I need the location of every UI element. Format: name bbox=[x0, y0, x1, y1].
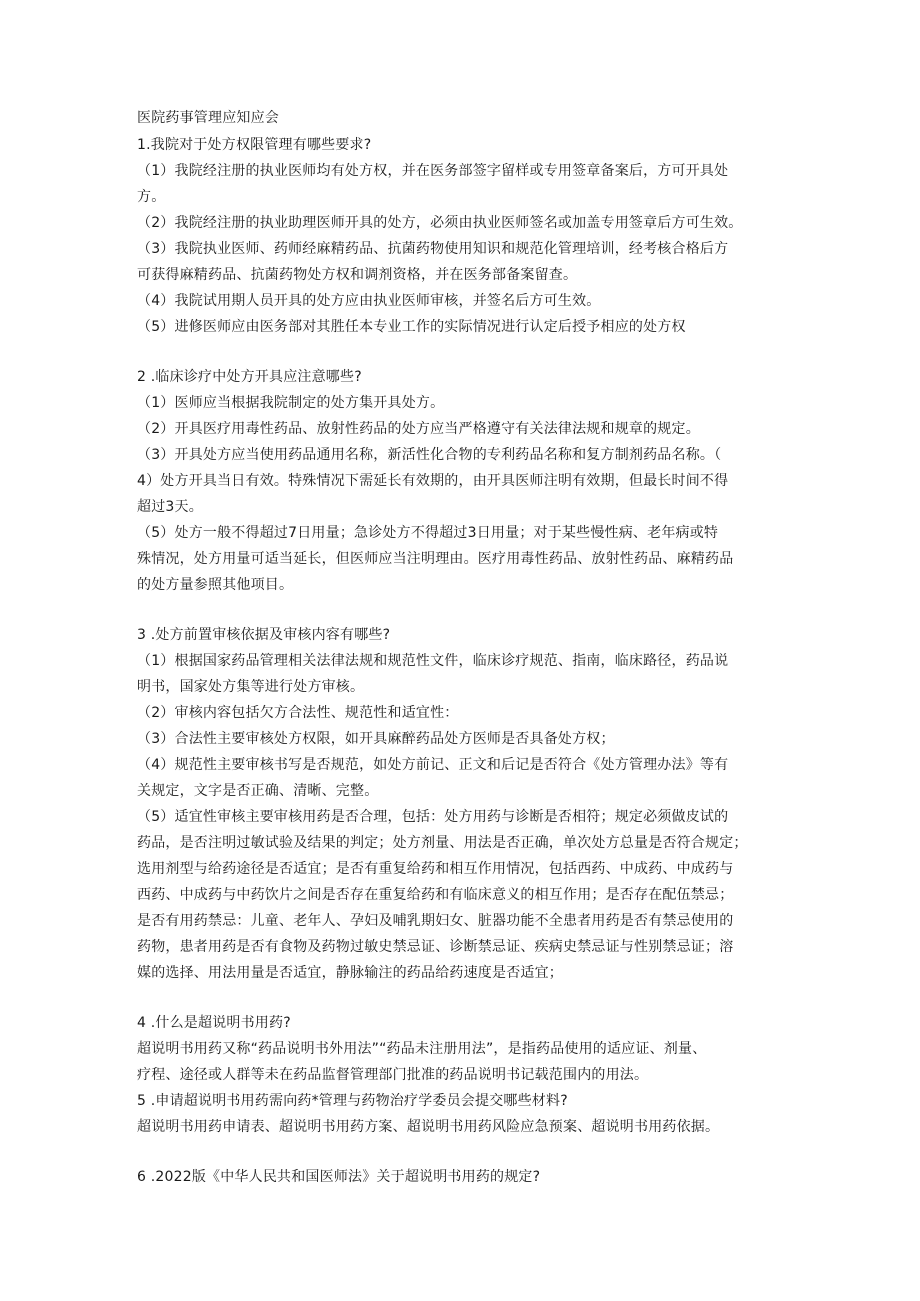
q3-answer-5-line-7: 媒的选择、用法用量是否适宜，静脉输注的药品给药速度是否适宜； bbox=[137, 965, 563, 981]
q3-answer-5-line-2: 药品，是否注明过敏试验及结果的判定；处方剂量、用法是否正确，单次处方总量是否符合规定； bbox=[137, 835, 748, 851]
q2-answer-3-line-1: （3）开具处方应当使用药品通用名称，新活性化合物的专利药品名称和复方制剂药品名称。（ bbox=[137, 447, 722, 463]
q2-answer-1: （1）医师应当根据我院制定的处方集开具处方。 bbox=[137, 395, 445, 411]
q3-answer-5-line-1: （5）适宜性审核主要审核用药是否合理，包括：处方用药与诊断是否相符；规定必须做皮试的 bbox=[137, 809, 729, 825]
q4-answer-line-1: 超说明书用药又称“药品说明书外用法”“药品未注册用法”，是指药品使用的适应证、剂量、 bbox=[137, 1041, 707, 1057]
q3-answer-5-line-6: 药物，患者用药是否有食物及药物过敏史禁忌证、诊断禁忌证、疾病史禁忌证与性别禁忌证；溶 bbox=[137, 939, 734, 955]
question-1: 1.我院对于处方权限管理有哪些要求? bbox=[137, 137, 372, 153]
question-3: 3 .处方前置审核依据及审核内容有哪些? bbox=[137, 627, 391, 643]
q3-answer-1-line-1: （1）根据国家药品管理相关法律法规和规范性文件，临床诊疗规范、指南，临床路径，药品说 bbox=[137, 653, 729, 669]
q1-answer-5: （5）进修医师应由医务部对其胜任本专业工作的实际情况进行认定后授予相应的处方权 bbox=[137, 319, 686, 335]
question-6: 6 .2022版《中华人民共和国医师法》关于超说明书用药的规定? bbox=[137, 1169, 541, 1185]
q1-answer-2: （2）我院经注册的执业助理医师开具的处方，必须由执业医师签名或加盖专用签章后方可生效。 bbox=[137, 215, 743, 231]
q2-answer-3-line-3: 超过3天。 bbox=[137, 499, 203, 515]
q3-answer-1-line-2: 明书，国家处方集等进行处方审核。 bbox=[137, 679, 365, 695]
question-5: 5 .申请超说明书用药需向药*管理与药物治疗学委员会提交哪些材料? bbox=[137, 1093, 568, 1109]
q1-answer-3-line-1: （3）我院执业医师、药师经麻精药品、抗菌药物使用知识和规范化管理培训，经考核合格后方 bbox=[137, 241, 729, 257]
q3-answer-3: （3）合法性主要审核处方权限，如开具麻醉药品处方医师是否具备处方权； bbox=[137, 731, 615, 747]
q3-answer-4-line-2: 关规定，文字是否正确、清晰、完整。 bbox=[137, 783, 379, 799]
q2-answer-3-line-2: 4）处方开具当日有效。特殊情况下需延长有效期的，由开具医师注明有效期，但最长时间不得 bbox=[137, 473, 729, 489]
q1-answer-3-line-2: 可获得麻精药品、抗菌药物处方权和调剂资格，并在医务部备案留查。 bbox=[137, 267, 578, 283]
document-title: 医院药事管理应知应会 bbox=[137, 110, 279, 126]
question-2: 2 .临床诊疗中处方开具应注意哪些? bbox=[137, 369, 362, 385]
q2-answer-5-line-1: （5）处方一般不得超过7日用量；急诊处方不得超过3日用量；对于某些慢性病、老年病或特 bbox=[137, 525, 719, 541]
q2-answer-5-line-3: 的处方量参照其他项目。 bbox=[137, 577, 294, 593]
q4-answer-line-2: 疗程、途径或人群等未在药品监督管理部门批准的药品说明书记载范围内的用法。 bbox=[137, 1067, 649, 1083]
q3-answer-5-line-4: 西药、中成药与中药饮片之间是否存在重复给药和有临床意义的相互作用；是否存在配伍禁忌； bbox=[137, 887, 734, 903]
q3-answer-5-line-3: 选用剂型与给药途径是否适宜；是否有重复给药和相互作用情况，包括西药、中成药、中成药与 bbox=[137, 861, 734, 877]
q1-answer-1-line-2: 方。 bbox=[137, 189, 166, 205]
q5-answer: 超说明书用药申请表、超说明书用药方案、超说明书用药风险应急预案、超说明书用药依据。 bbox=[137, 1119, 720, 1135]
question-4: 4 .什么是超说明书用药? bbox=[137, 1015, 291, 1031]
q2-answer-2: （2）开具医疗用毒性药品、放射性药品的处方应当严格遵守有关法律法规和规章的规定。 bbox=[137, 421, 700, 437]
q3-answer-4-line-1: （4）规范性主要审核书写是否规范，如处方前记、正文和后记是否符合《处方管理办法》等有 bbox=[137, 757, 729, 773]
q1-answer-4: （4）我院试用期人员开具的处方应由执业医师审核，并签名后方可生效。 bbox=[137, 293, 601, 309]
q3-answer-2: （2）审核内容包括欠方合法性、规范性和适宜性： bbox=[137, 705, 459, 721]
q2-answer-5-line-2: 殊情况，处方用量可适当延长，但医师应当注明理由。医疗用毒性药品、放射性药品、麻精药品 bbox=[137, 551, 734, 567]
q3-answer-5-line-5: 是否有用药禁忌：儿童、老年人、孕妇及哺乳期妇女、脏器功能不全患者用药是否有禁忌使用的 bbox=[137, 913, 734, 929]
q1-answer-1-line-1: （1）我院经注册的执业医师均有处方权，并在医务部签字留样或专用签章备案后，方可开具处 bbox=[137, 163, 729, 179]
